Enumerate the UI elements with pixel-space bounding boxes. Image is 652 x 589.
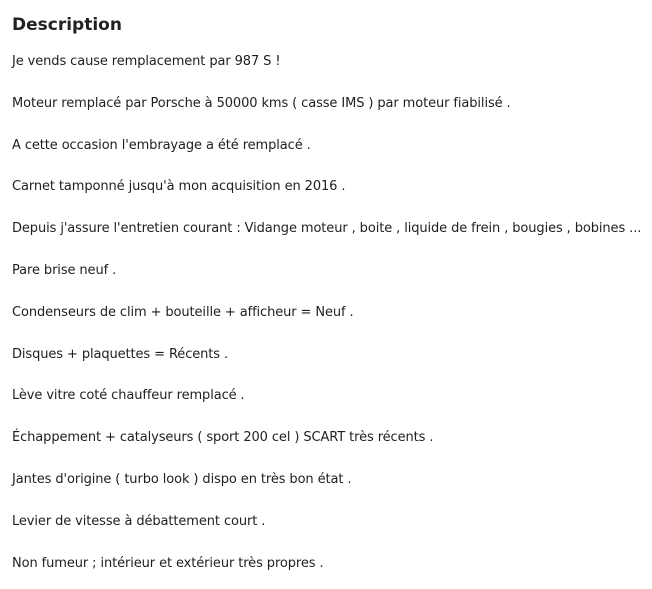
description-line: Condenseurs de clim + bouteille + afficheur = Neuf . — [12, 304, 354, 320]
description-line: Carnet tamponné jusqu'à mon acquisition en 2016 . — [12, 179, 346, 195]
description-line: Depuis j'assure l'entretien courant : Vidange moteur , boite , liquide de frein , bougies , bobines ... — [12, 221, 642, 237]
description-line: Levier de vitesse à débattement court . — [12, 513, 266, 529]
description-line: Non fumeur ; intérieur et extérieur très propres . — [12, 555, 324, 571]
description-text — [12, 53, 640, 573]
description-line: Pare brise neuf . — [12, 262, 117, 278]
description-line: Jantes d'origine ( turbo look ) dispo en très bon état . — [12, 471, 352, 487]
description-line: Moteur remplacé par Porsche à 50000 kms ( casse IMS ) par moteur fiabilisé . — [12, 95, 511, 111]
description-line: Je vends cause remplacement par 987 S ! — [12, 54, 281, 69]
description-line: Disques + plaquettes = Récents . — [12, 346, 229, 362]
description-line: Échappement + catalyseurs ( sport 200 cel ) SCART très récents . — [12, 430, 434, 446]
section-title: Description — [12, 15, 122, 35]
description-line: A cette occasion l'embrayage a été remplacé . — [12, 137, 311, 153]
description-line: Lève vitre coté chauffeur remplacé . — [12, 388, 245, 404]
